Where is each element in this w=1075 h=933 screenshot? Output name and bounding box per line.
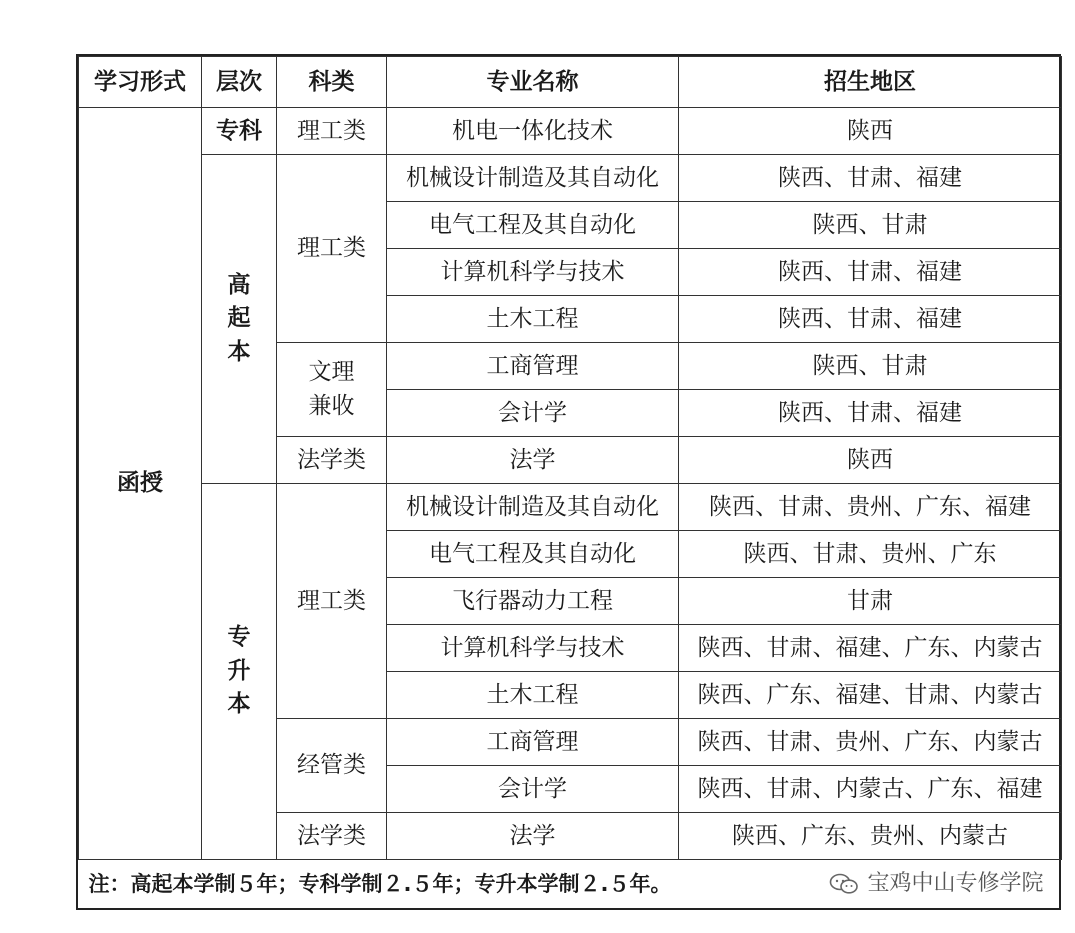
region-cell: 陕西、甘肃、福建 xyxy=(679,296,1062,343)
major-cell: 机械设计制造及其自动化 xyxy=(387,484,679,531)
major-cell: 法学 xyxy=(387,437,679,484)
region-cell: 陕西、甘肃 xyxy=(679,343,1062,390)
header-mode: 学习形式 xyxy=(79,57,202,108)
major-cell: 法学 xyxy=(387,813,679,860)
major-cell: 机械设计制造及其自动化 xyxy=(387,155,679,202)
region-cell: 陕西、广东、福建、甘肃、内蒙古 xyxy=(679,672,1062,719)
header-category: 科类 xyxy=(277,57,387,108)
level-zhuanke: 专科 xyxy=(202,108,277,155)
enrollment-table-container xyxy=(76,54,1061,910)
major-cell: 会计学 xyxy=(387,766,679,813)
region-cell: 陕西、甘肃、内蒙古、广东、福建 xyxy=(679,766,1062,813)
category-cell: 经管类 xyxy=(277,719,387,813)
major-cell: 机电一体化技术 xyxy=(387,108,679,155)
note-cell xyxy=(79,860,1062,909)
major-cell: 电气工程及其自动化 xyxy=(387,531,679,578)
level-char: 升 xyxy=(227,657,251,684)
mode-cell: 函授 xyxy=(79,108,202,860)
level-char: 本 xyxy=(227,691,251,718)
region-cell: 陕西 xyxy=(679,108,1062,155)
category-cell-wenli xyxy=(277,343,387,437)
watermark-text: 宝鸡中山专修学院 xyxy=(867,871,1044,896)
region-cell: 陕西、甘肃、福建 xyxy=(679,155,1062,202)
major-cell: 工商管理 xyxy=(387,343,679,390)
table-row xyxy=(79,484,1062,531)
region-cell: 陕西 xyxy=(679,437,1062,484)
level-char: 起 xyxy=(227,305,251,332)
header-major: 专业名称 xyxy=(387,57,679,108)
category-cell: 理工类 xyxy=(277,155,387,343)
major-cell: 会计学 xyxy=(387,390,679,437)
note-text: 注：高起本学制５年；专科学制２.５年；专升本学制２.５年。 xyxy=(88,872,672,896)
level-char: 专 xyxy=(227,624,251,651)
category-line: 文理 xyxy=(308,359,355,386)
category-cell: 法学类 xyxy=(277,437,387,484)
level-char: 高 xyxy=(227,271,251,298)
category-cell: 法学类 xyxy=(277,813,387,860)
category-cell: 理工类 xyxy=(277,108,387,155)
region-cell: 陕西、甘肃、贵州、广东、福建 xyxy=(679,484,1062,531)
level-zhuanshengben xyxy=(202,484,277,860)
header-row xyxy=(79,57,1062,108)
category-line: 兼收 xyxy=(308,392,355,419)
level-char: 本 xyxy=(227,338,251,365)
major-cell: 工商管理 xyxy=(387,719,679,766)
table-row xyxy=(79,108,1062,155)
region-cell: 陕西、广东、贵州、内蒙古 xyxy=(679,813,1062,860)
level-gaoqiben xyxy=(202,155,277,484)
region-cell: 陕西、甘肃、福建 xyxy=(679,249,1062,296)
major-cell: 电气工程及其自动化 xyxy=(387,202,679,249)
watermark xyxy=(829,860,1043,908)
region-cell: 陕西、甘肃、贵州、广东 xyxy=(679,531,1062,578)
header-region: 招生地区 xyxy=(679,57,1062,108)
category-cell: 理工类 xyxy=(277,484,387,719)
major-cell: 土木工程 xyxy=(387,672,679,719)
region-cell: 陕西、甘肃、贵州、广东、内蒙古 xyxy=(679,719,1062,766)
region-cell: 甘肃 xyxy=(679,578,1062,625)
region-cell: 陕西、甘肃、福建 xyxy=(679,390,1062,437)
note-row xyxy=(79,860,1062,909)
major-cell: 计算机科学与技术 xyxy=(387,249,679,296)
region-cell: 陕西、甘肃、福建、广东、内蒙古 xyxy=(679,625,1062,672)
header-level: 层次 xyxy=(202,57,277,108)
table-row xyxy=(79,155,1062,202)
enrollment-table xyxy=(78,56,1062,908)
wechat-icon xyxy=(829,873,859,895)
region-cell: 陕西、甘肃 xyxy=(679,202,1062,249)
major-cell: 计算机科学与技术 xyxy=(387,625,679,672)
major-cell: 土木工程 xyxy=(387,296,679,343)
major-cell: 飞行器动力工程 xyxy=(387,578,679,625)
